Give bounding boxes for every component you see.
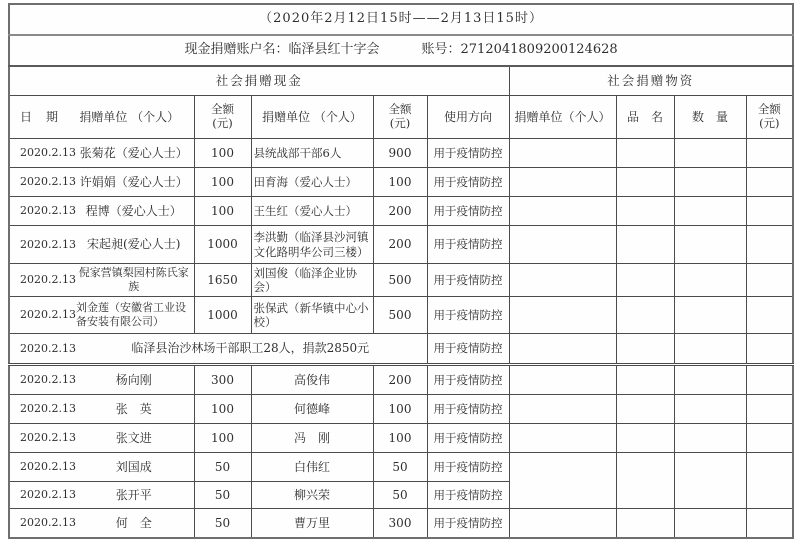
item-cell: [616, 365, 674, 395]
table-row: [9, 509, 793, 539]
donor2-cell: 高俊伟: [251, 365, 373, 395]
table-row: [9, 226, 793, 264]
goods-donor-cell: [509, 509, 616, 539]
item-cell: [616, 509, 674, 539]
goods-donor-cell: [509, 197, 616, 226]
goods-amount-cell: [746, 168, 793, 197]
donor-cell: 程博（爱心人士）: [85, 203, 182, 218]
qty-cell: [674, 334, 746, 365]
amount2-cell: 200: [373, 197, 427, 226]
goods-amount-cell: [746, 226, 793, 264]
qty-cell: [674, 509, 746, 539]
amount-cell: 1650: [194, 264, 251, 297]
cash-section-header: 社会捐赠现金: [9, 66, 509, 96]
usage-cell: 用于疫情防控: [427, 482, 509, 509]
qty-cell: [674, 139, 746, 168]
item-cell: [616, 297, 674, 334]
table-row: [9, 424, 793, 453]
usage-cell: 用于疫情防控: [427, 139, 509, 168]
amount-cell: 100: [194, 139, 251, 168]
table-row-merged: [9, 334, 793, 365]
donor-cell: 何 全: [115, 515, 152, 530]
amount2-cell: 100: [373, 395, 427, 424]
donor-cell: 许娟娟（爱心人士）: [79, 174, 188, 189]
header-date-donor: [9, 96, 194, 139]
item-cell: [616, 197, 674, 226]
group-donation-cell: [9, 334, 427, 365]
table-row: [9, 395, 793, 424]
item-cell: [616, 168, 674, 197]
qty-cell: [674, 197, 746, 226]
goods-donor-cell: [509, 334, 616, 365]
donor-cell: 刘国成: [115, 459, 152, 474]
goods-donor-cell: [509, 297, 616, 334]
donor-cell: 张开平: [115, 487, 152, 502]
date-cell: 2020.2.13: [20, 308, 76, 322]
donor-cell: 倪家营镇梨园村陈氏家族: [78, 266, 189, 293]
donor-cell: 宋起昶(爱心人士): [87, 237, 181, 251]
date-cell: 2020.2.13: [20, 146, 76, 160]
qty-cell: [674, 226, 746, 264]
date-donor-cell: [9, 395, 194, 424]
account-name: 现金捐赠账户名：临泽县红十字会: [184, 42, 380, 58]
goods-donor-cell: [509, 168, 616, 197]
date-cell: 2020.2.13: [20, 204, 76, 218]
goods-donor-cell: [509, 424, 616, 453]
amount-cell: 1000: [194, 297, 251, 334]
item-cell: [616, 453, 674, 509]
item-cell: [616, 226, 674, 264]
amount-cell: 100: [194, 424, 251, 453]
donor2-cell: 李洪勤（临泽县沙河镇文化路明华公司三楼）: [251, 226, 373, 264]
date-donor-cell: [9, 168, 194, 197]
date-donor-cell: [9, 139, 194, 168]
header-amount-goods: 全额 (元): [746, 96, 793, 139]
goods-amount-cell: [746, 424, 793, 453]
goods-amount-cell: [746, 395, 793, 424]
usage-cell: 用于疫情防控: [427, 509, 509, 539]
group-donation-text: 临泽县治沙林场干部职工28人，捐款2850元: [131, 341, 370, 355]
goods-amount-cell: [746, 365, 793, 395]
donor2-cell: 白伟红: [251, 453, 373, 482]
qty-cell: [674, 453, 746, 509]
date-cell: 2020.2.13: [20, 273, 76, 287]
amount-cell: 100: [194, 197, 251, 226]
goods-donor-cell: [509, 395, 616, 424]
table-row: [9, 453, 793, 482]
amount2-cell: 900: [373, 139, 427, 168]
date-donor-cell: [9, 509, 194, 539]
item-cell: [616, 334, 674, 365]
item-cell: [616, 264, 674, 297]
donor2-cell: 曹万里: [251, 509, 373, 539]
amount2-cell: 500: [373, 297, 427, 334]
date-donor-cell: [9, 226, 194, 264]
amount2-cell: 50: [373, 482, 427, 509]
date-cell: 2020.2.13: [20, 460, 76, 474]
donor-cell: 刘金莲（安徽省工业设备安装有限公司）: [75, 301, 186, 328]
donor-cell: 张文进: [115, 430, 152, 445]
date-donor-cell: [9, 365, 194, 395]
goods-amount-cell: [746, 334, 793, 365]
amount-cell: 100: [194, 168, 251, 197]
qty-cell: [674, 264, 746, 297]
donor2-cell: 冯 刚: [251, 424, 373, 453]
amount2-cell: 100: [373, 424, 427, 453]
goods-donor-cell: [509, 264, 616, 297]
date-cell: 2020.2.13: [20, 341, 76, 355]
table-row: [9, 139, 793, 168]
usage-cell: 用于疫情防控: [427, 453, 509, 482]
goods-donor-cell: [509, 365, 616, 395]
date-donor-cell: [9, 482, 194, 509]
amount-cell: 1000: [194, 226, 251, 264]
amount2-cell: 300: [373, 509, 427, 539]
qty-cell: [674, 297, 746, 334]
qty-cell: [674, 395, 746, 424]
usage-cell: 用于疫情防控: [427, 424, 509, 453]
amount2-cell: 100: [373, 168, 427, 197]
amount-cell: 50: [194, 482, 251, 509]
table-row: [9, 297, 793, 334]
account-info-row: [9, 35, 793, 66]
usage-cell: 用于疫情防控: [427, 168, 509, 197]
goods-amount-cell: [746, 297, 793, 334]
donor2-cell: 王生红（爱心人士）: [251, 197, 373, 226]
goods-amount-cell: [746, 453, 793, 509]
date-cell: 2020.2.13: [20, 431, 76, 445]
header-donor-cash1: 捐赠单位 （个人）: [79, 109, 180, 124]
table-row: [9, 365, 793, 395]
date-cell: 2020.2.13: [20, 488, 76, 502]
item-cell: [616, 395, 674, 424]
qty-cell: [674, 424, 746, 453]
donor2-cell: 县统战部干部6人: [251, 139, 373, 168]
goods-amount-cell: [746, 197, 793, 226]
goods-section-header: 社会捐赠物资: [509, 66, 793, 96]
header-donor-goods: 捐赠单位（个人）: [509, 96, 616, 139]
goods-donor-cell: [509, 226, 616, 264]
amount2-cell: 200: [373, 226, 427, 264]
donor-cell: 张菊花（爱心人士）: [79, 145, 188, 160]
amount2-cell: 50: [373, 453, 427, 482]
date-cell: 2020.2.13: [20, 373, 76, 387]
usage-cell: 用于疫情防控: [427, 334, 509, 365]
date-donor-cell: [9, 453, 194, 482]
usage-cell: 用于疫情防控: [427, 297, 509, 334]
qty-cell: [674, 168, 746, 197]
date-cell: 2020.2.13: [20, 237, 76, 251]
amount-cell: 50: [194, 509, 251, 539]
amount-cell: 100: [194, 395, 251, 424]
header-amount-cash2: 全额 (元): [373, 96, 427, 139]
donation-record-table: [8, 3, 794, 539]
header-amount-cash1: 全额 (元): [194, 96, 251, 139]
goods-amount-cell: [746, 139, 793, 168]
header-quantity: 数 量: [674, 96, 746, 139]
header-item-name: 品 名: [616, 96, 674, 139]
date-cell: 2020.2.13: [20, 175, 76, 189]
table-row: [9, 168, 793, 197]
report-period-title: （2020年2月12日15时——2月13日15时）: [9, 4, 793, 35]
goods-donor-cell: [509, 139, 616, 168]
goods-amount-cell: [746, 264, 793, 297]
amount2-cell: 500: [373, 264, 427, 297]
donor-cell: 杨向刚: [115, 372, 152, 387]
account-number: 账号：2712041809200124628: [421, 42, 618, 58]
header-usage: 使用方向: [427, 96, 509, 139]
goods-donor-cell: [509, 453, 616, 509]
donor2-cell: 柳兴荣: [251, 482, 373, 509]
usage-cell: 用于疫情防控: [427, 197, 509, 226]
donor2-cell: 刘国俊（临泽企业协会）: [251, 264, 373, 297]
date-donor-cell: [9, 197, 194, 226]
header-date: 日 期: [19, 109, 59, 124]
date-donor-cell: [9, 424, 194, 453]
amount2-cell: 200: [373, 365, 427, 395]
usage-cell: 用于疫情防控: [427, 226, 509, 264]
donor2-cell: 张保武（新华镇中心小校）: [251, 297, 373, 334]
usage-cell: 用于疫情防控: [427, 365, 509, 395]
date-donor-cell: [9, 297, 194, 334]
usage-cell: 用于疫情防控: [427, 264, 509, 297]
donor2-cell: 田育海（爱心人士）: [251, 168, 373, 197]
donor2-cell: 何德峰: [251, 395, 373, 424]
usage-cell: 用于疫情防控: [427, 395, 509, 424]
item-cell: [616, 139, 674, 168]
amount-cell: 50: [194, 453, 251, 482]
table-row: [9, 197, 793, 226]
date-cell: 2020.2.13: [20, 516, 76, 530]
date-donor-cell: [9, 264, 194, 297]
item-cell: [616, 424, 674, 453]
amount-cell: 300: [194, 365, 251, 395]
table-row: [9, 264, 793, 297]
goods-amount-cell: [746, 509, 793, 539]
date-cell: 2020.2.13: [20, 402, 76, 416]
donor-cell: 张 英: [115, 401, 152, 416]
qty-cell: [674, 365, 746, 395]
header-donor-cash2: 捐赠单位 （个人）: [251, 96, 373, 139]
